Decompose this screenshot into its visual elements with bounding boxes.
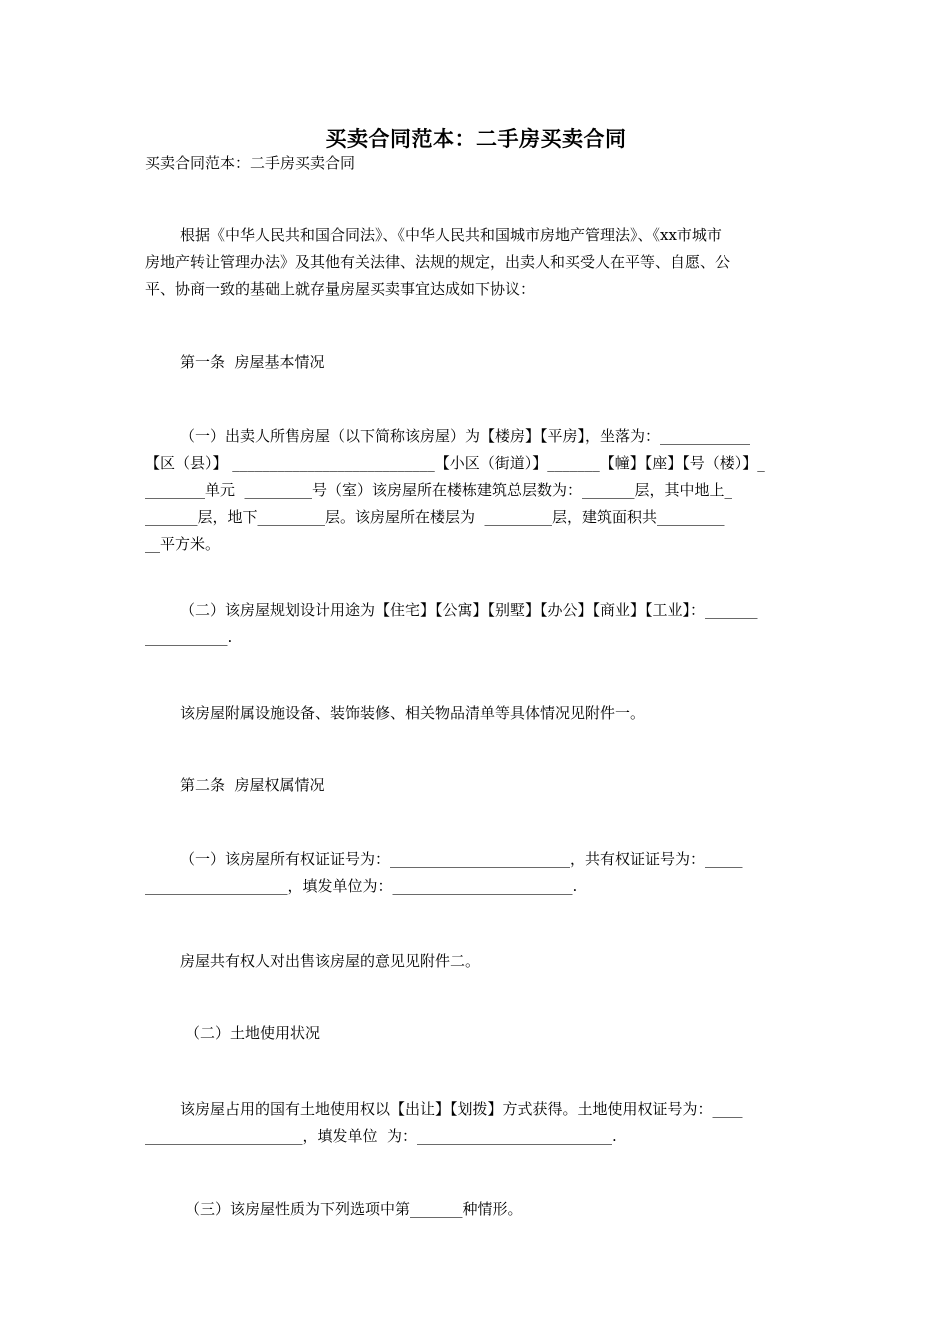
intro-line-1: 根据《中华人民共和国合同法》、《中华人民共和国城市房地产管理法》、《xx市城市 [180,226,722,244]
attachment-2-note: 房屋共有权人对出售该房屋的意见见附件二。 [180,952,481,970]
attachment-1-note: 该房屋附属设施设备、装饰装修、相关物品清单等具体情况见附件一。 [180,704,646,722]
land-use-line-1: 该房屋占用的国有土地使用权以【出让】【划拨】方式获得。土地使用权证号为：____ [180,1100,743,1118]
article-1-item-1-line-1: （一）出卖人所售房屋（以下简称该房屋）为【楼房】【平房】，坐落为：____________ [180,427,751,445]
document-title: 买卖合同范本：二手房买卖合同 [325,126,627,151]
article-1-item-1-line-5: __平方米。 [145,535,221,553]
article-2-item-1 [145,846,807,900]
article-1-item-1-line-4: _______层，地下_________层。该房屋所在楼层为 _________层，建筑面积共_________ [145,508,725,526]
intro-line-2: 房地产转让管理办法》及其他有关法律、法规的规定，出卖人和买受人在平等、自愿、公 [145,253,731,271]
article-2-item-1-line-1: （一）该房屋所有权证证号为：________________________，共有权证证号为：_____ [180,850,743,868]
article-2-item-2-heading: （二）土地使用状况 [185,1024,321,1042]
article-1-item-1 [145,423,807,558]
article-2-item-1-line-2: ___________________，填发单位为：________________________. [145,877,578,895]
article-1-item-1-line-2: 【区（县）】 ___________________________【小区（街道）】_______【幢】【座】【号（楼）】_ [145,454,765,472]
article-1-item-2 [145,597,807,651]
intro-line-3: 平、协商一致的基础上就存量房屋买卖事宜达成如下协议： [145,280,536,298]
article-2-heading: 第二条 房屋权属情况 [180,776,325,794]
land-use-line-2: _____________________，填发单位 为：__________________________. [145,1127,617,1145]
article-2-item-3: （三）该房屋性质为下列选项中第_______种情形。 [185,1200,523,1218]
article-1-item-2-line-2: ___________. [145,628,233,646]
intro-paragraph [145,222,807,303]
article-1-heading: 第一条 房屋基本情况 [180,353,325,371]
document-subtitle: 买卖合同范本：二手房买卖合同 [145,154,356,172]
article-1-item-1-line-3: ________单元 _________号（室）该房屋所在楼栋建筑总层数为：_______层，其中地上_ [145,481,733,499]
article-1-item-2-line-1: （二）该房屋规划设计用途为【住宅】【公寓】【别墅】【办公】【商业】【工业】：_______ [180,601,758,619]
document-page [145,0,807,1344]
land-use-paragraph [145,1096,807,1150]
